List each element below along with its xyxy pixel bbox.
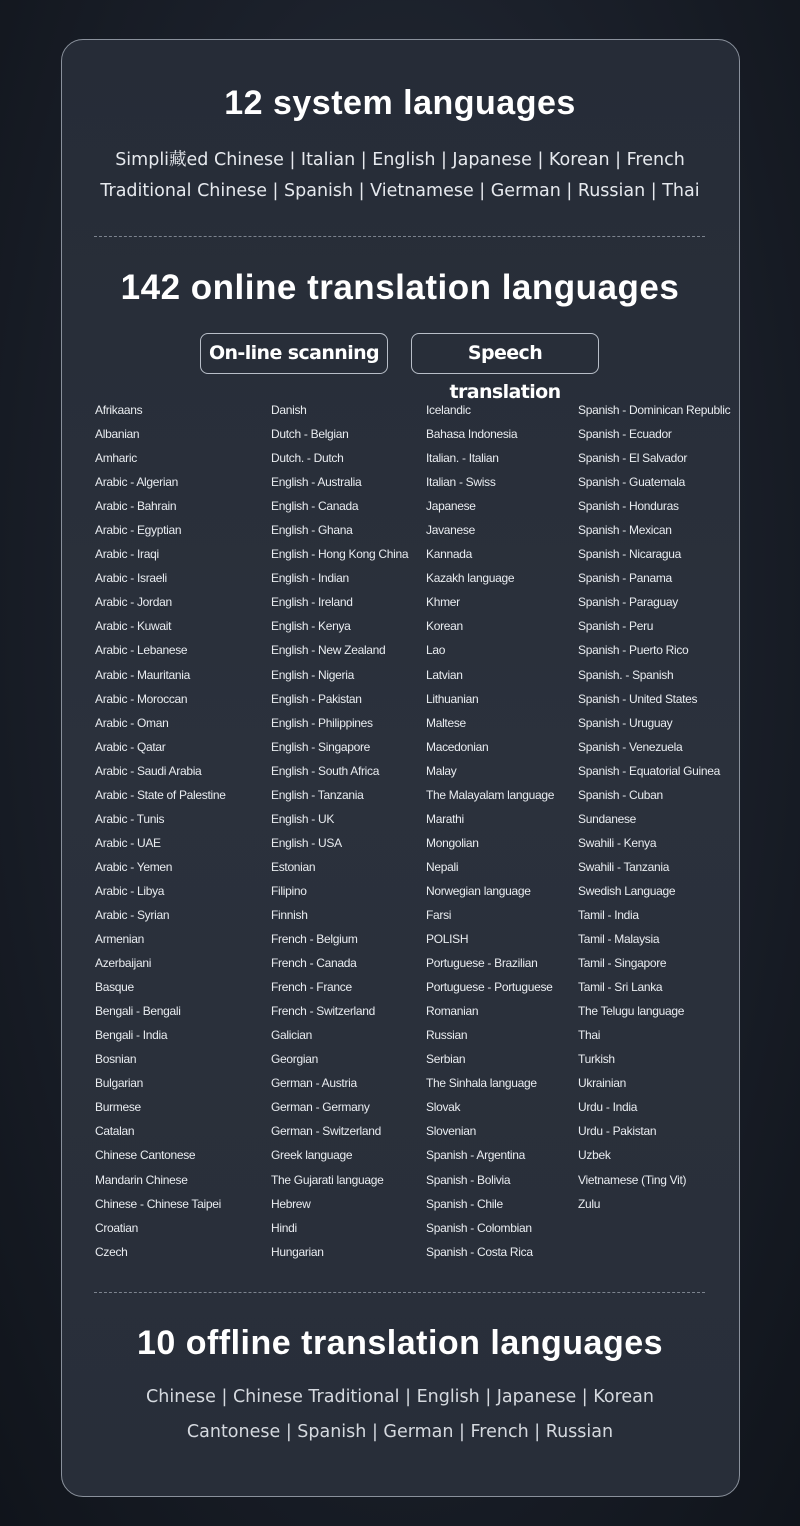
language-item: Zulu (578, 1196, 601, 1211)
language-item: Afrikaans (95, 403, 143, 417)
online-scanning-button[interactable]: On-line scanning (200, 333, 388, 374)
language-item: Arabic - Bahrain (95, 499, 177, 514)
language-item: Catalan (95, 1124, 135, 1139)
language-item: English - Singapore (271, 739, 371, 754)
language-item: Portuguese - Brazilian (426, 956, 538, 971)
language-item: Arabic - State of Palestine (95, 787, 226, 802)
language-item: Arabic - Tunis (95, 811, 165, 826)
language-item: Spanish - Dominican Republic (578, 403, 731, 417)
language-item: Amharic (95, 451, 137, 466)
language-item: Bahasa Indonesia (426, 427, 518, 442)
language-item: Latvian (426, 667, 463, 682)
language-item: The Sinhala language (426, 1076, 537, 1091)
language-item: English - Canada (271, 499, 359, 514)
language-item: English - USA (271, 835, 342, 850)
language-item: Spanish - Equatorial Guinea (578, 763, 720, 778)
language-item: Arabic - Mauritania (95, 667, 191, 682)
language-item: Spanish - Cuban (578, 787, 663, 802)
language-item: Thai (578, 1028, 601, 1043)
language-item: Hebrew (271, 1196, 311, 1211)
language-item: Spanish. - Spanish (578, 667, 674, 682)
online-languages-grid (0, 398, 800, 1268)
language-item: Slovenian (426, 1124, 477, 1139)
language-item: Spanish - Colombian (426, 1220, 532, 1235)
language-item: Swedish Language (578, 883, 676, 898)
language-column-1 (95, 398, 265, 1264)
language-item: Arabic - Israeli (95, 571, 167, 586)
language-item: Serbian (426, 1052, 466, 1067)
language-item: Khmer (426, 595, 460, 610)
language-item: Mandarin Chinese (95, 1172, 188, 1187)
language-item: Spanish - Nicaragua (578, 547, 682, 562)
language-item: Spanish - Ecuador (578, 427, 672, 442)
language-item: Chinese - Chinese Taipei (95, 1196, 221, 1211)
offline-languages-line-2: Cantonese | Spanish | German | French | Russian (186, 1422, 614, 1442)
language-item: Arabic - Saudi Arabia (95, 763, 202, 778)
language-item: Malay (426, 763, 457, 778)
language-column-4 (578, 398, 738, 1216)
language-column-2 (271, 398, 421, 1264)
language-item: Tamil - Malaysia (578, 932, 660, 947)
language-item: Spanish - Bolivia (426, 1172, 511, 1187)
language-item: English - Tanzania (271, 787, 364, 802)
language-item: Farsi (426, 907, 452, 922)
language-item: Spanish - Costa Rica (426, 1244, 533, 1259)
language-item: Arabic - Lebanese (95, 643, 188, 658)
language-item: Estonian (271, 859, 316, 874)
language-item: Dutch - Belgian (271, 427, 349, 442)
language-item: Sundanese (578, 811, 637, 826)
language-item: Hungarian (271, 1244, 324, 1259)
language-item: Korean (426, 619, 463, 634)
language-item: Burmese (95, 1100, 141, 1115)
language-item: French - Switzerland (271, 1004, 376, 1019)
language-item: POLISH (426, 932, 469, 947)
language-item: Basque (95, 980, 134, 995)
language-item: Romanian (426, 1004, 479, 1019)
language-item: Norwegian language (426, 883, 531, 898)
language-item: Greek language (271, 1148, 353, 1163)
offline-languages-title: 10 offline translation languages (136, 1324, 664, 1362)
language-item: English - Pakistan (271, 691, 362, 706)
language-item: English - Philippines (271, 715, 373, 730)
language-item: Arabic - Syrian (95, 907, 170, 922)
language-item: Czech (95, 1244, 128, 1259)
language-item: Slovak (426, 1100, 461, 1115)
language-item: Bulgarian (95, 1076, 144, 1091)
language-item: Arabic - Egyptian (95, 523, 182, 538)
language-item: Arabic - Oman (95, 715, 169, 730)
language-item: Hindi (271, 1220, 297, 1235)
system-languages-title: 12 system languages (224, 84, 576, 122)
language-item: Galician (271, 1028, 312, 1043)
language-item: Spanish - Chile (426, 1196, 503, 1211)
language-item: English - Nigeria (271, 667, 354, 682)
language-item: German - Austria (271, 1076, 357, 1091)
language-item: Bosnian (95, 1052, 137, 1067)
language-item: Spanish - Panama (578, 571, 672, 586)
language-item: Spanish - El Salvador (578, 451, 688, 466)
language-item: Spanish - Argentina (426, 1148, 526, 1163)
language-item: Azerbaijani (95, 956, 152, 971)
language-item: Kannada (426, 547, 472, 562)
language-item: Urdu - Pakistan (578, 1124, 657, 1139)
language-item: Arabic - Moroccan (95, 691, 188, 706)
language-item: Swahili - Kenya (578, 835, 657, 850)
language-item: Chinese Cantonese (95, 1148, 196, 1163)
language-item: Nepali (426, 859, 459, 874)
language-item: Arabic - Libya (95, 883, 165, 898)
language-item: Georgian (271, 1052, 318, 1067)
language-item: Arabic - Qatar (95, 739, 166, 754)
language-item: English - Kenya (271, 619, 351, 634)
language-item: Spanish - Honduras (578, 499, 679, 514)
language-item: Spanish - Peru (578, 619, 654, 634)
language-item: Arabic - Iraqi (95, 547, 159, 562)
language-item: English - Australia (271, 475, 362, 490)
language-item: Spanish - United States (578, 691, 698, 706)
language-item: Arabic - Yemen (95, 859, 173, 874)
language-item: Spanish - Puerto Rico (578, 643, 689, 658)
language-item: Danish (271, 403, 307, 417)
speech-translation-button[interactable]: Speech translation (411, 333, 599, 374)
language-item: Lao (426, 643, 446, 658)
language-item: Japanese (426, 499, 476, 514)
language-item: French - France (271, 980, 352, 995)
language-item: Bengali - India (95, 1028, 168, 1043)
language-item: Dutch. - Dutch (271, 451, 344, 466)
system-languages-line-2: Traditional Chinese | Spanish | Vietnamese | German | Russian | Thai (100, 181, 700, 201)
language-item: Turkish (578, 1052, 615, 1067)
system-languages-line-1: Simpli藏ed Chinese | Italian | English | Japanese | Korean | French (115, 150, 685, 170)
language-item: The Telugu language (578, 1004, 685, 1019)
language-item: Arabic - Kuwait (95, 619, 172, 634)
language-item: English - Ghana (271, 523, 353, 538)
language-item: Arabic - UAE (95, 835, 161, 850)
language-item: Lithuanian (426, 691, 479, 706)
language-item: English - Ireland (271, 595, 353, 610)
language-item: Tamil - Singapore (578, 956, 667, 971)
language-item: Spanish - Venezuela (578, 739, 683, 754)
language-item: Arabic - Jordan (95, 595, 172, 610)
language-item: Albanian (95, 427, 140, 442)
language-item: Vietnamese (Ting Vit) (578, 1172, 687, 1187)
language-item: Mongolian (426, 835, 479, 850)
language-item: Armenian (95, 932, 144, 947)
language-item: French - Canada (271, 956, 357, 971)
language-item: English - South Africa (271, 763, 380, 778)
language-item: English - Indian (271, 571, 349, 586)
language-item: Macedonian (426, 739, 489, 754)
section-divider (94, 236, 705, 237)
language-item: Spanish - Uruguay (578, 715, 673, 730)
language-item: Spanish - Paraguay (578, 595, 678, 610)
language-item: Uzbek (578, 1148, 611, 1163)
language-item: The Malayalam language (426, 787, 555, 802)
language-item: Portuguese - Portuguese (426, 980, 553, 995)
language-item: Spanish - Mexican (578, 523, 672, 538)
language-item: German - Switzerland (271, 1124, 382, 1139)
language-item: Bengali - Bengali (95, 1004, 181, 1019)
language-item: Swahili - Tanzania (578, 859, 670, 874)
section-divider (94, 1292, 705, 1293)
language-item: English - UK (271, 811, 335, 826)
language-item: Marathi (426, 811, 464, 826)
language-item: Tamil - India (578, 907, 639, 922)
language-item: Russian (426, 1028, 468, 1043)
language-item: Ukrainian (578, 1076, 626, 1091)
language-item: Finnish (271, 907, 308, 922)
language-item: Icelandic (426, 403, 471, 417)
language-item: German - Germany (271, 1100, 370, 1115)
language-item: Italian - Swiss (426, 475, 496, 490)
language-item: Maltese (426, 715, 466, 730)
language-item: Spanish - Guatemala (578, 475, 686, 490)
language-item: Croatian (95, 1220, 138, 1235)
offline-languages-line-1: Chinese | Chinese Traditional | English | Japanese | Korean (146, 1387, 654, 1407)
language-item: The Gujarati language (271, 1172, 384, 1187)
online-languages-title: 142 online translation languages (120, 268, 680, 307)
language-item: Kazakh language (426, 571, 515, 586)
language-item: Urdu - India (578, 1100, 638, 1115)
language-column-3 (426, 398, 574, 1264)
language-item: Arabic - Algerian (95, 475, 178, 490)
language-item: French - Belgium (271, 932, 358, 947)
language-item: Tamil - Sri Lanka (578, 980, 663, 995)
language-item: Filipino (271, 883, 307, 898)
language-item: Italian. - Italian (426, 451, 499, 466)
language-item: English - New Zealand (271, 643, 386, 658)
language-item: English - Hong Kong China (271, 547, 409, 562)
language-item: Javanese (426, 523, 475, 538)
